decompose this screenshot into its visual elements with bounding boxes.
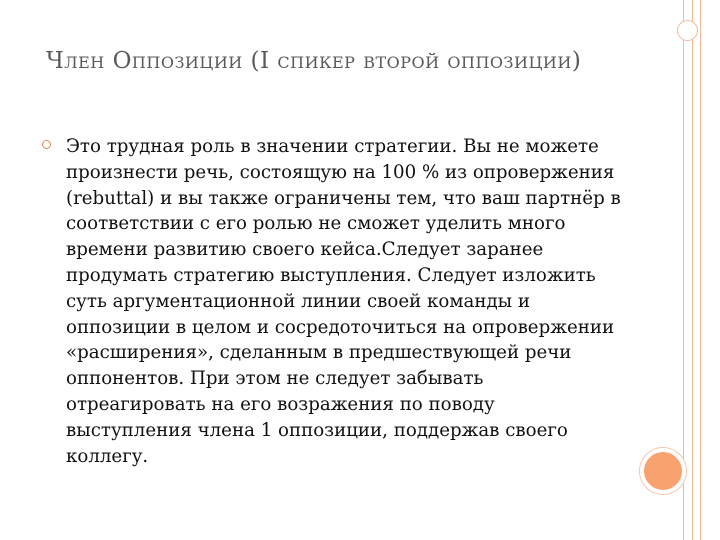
- slide-title: Член Оппозиции (I спикер второй оппозиции): [46, 48, 582, 74]
- decor-vertical-line: [700, 0, 701, 540]
- orange-circle-decoration-icon: [640, 448, 686, 494]
- decor-vertical-line: [692, 0, 693, 540]
- list-item: [42, 134, 622, 469]
- circle-bullet-icon: [42, 140, 51, 149]
- bullet-text: Это трудная роль в значении стратегии. Вы не можете произнести речь, состоящую на 100 % из опровержения (rebuttal) и вы также ограничены тем, что ваш партнёр в соответствии с его ролью не сможет уделить много времени развитию своего кейса.Следует заранее продумать стратегию выступления. Следует изложить суть аргументационной линии своей команды и оппозиции в целом и сосредоточиться на опровержении «расширения», сделанным в предшествующей речи оппонентов. При этом не следует забывать отреагировать на его возражения по поводу выступления члена 1 оппозиции, поддержав своего коллегу.: [66, 136, 621, 467]
- ring-decoration-icon: [677, 20, 698, 41]
- bullet-list: [42, 134, 622, 469]
